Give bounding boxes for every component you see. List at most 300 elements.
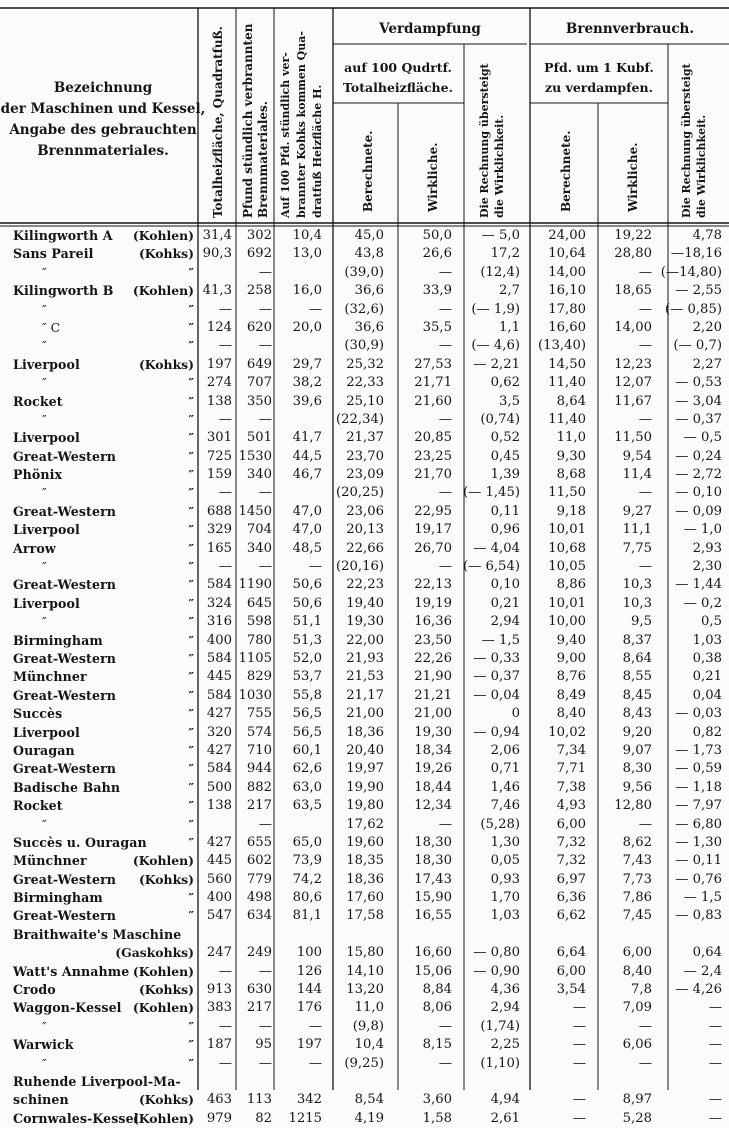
- table-row: [0, 1073, 729, 1091]
- evap-calc-cell: (22,34): [335, 411, 384, 427]
- engine-name: Braithwaite's Maschine: [13, 926, 182, 942]
- evap-exceeds-header-1: Die Rechnung übersteigt: [478, 63, 491, 218]
- burn-calc-cell: (13,40): [537, 338, 586, 354]
- engine-name: Great-Western: [13, 871, 117, 887]
- fuel-lb-cell: 217: [246, 798, 272, 814]
- engine-name: Great-Western: [13, 687, 117, 703]
- coke-per-cell: 46,7: [292, 467, 322, 483]
- engine-name: Birmingham: [13, 632, 103, 648]
- burn-calc-cell: —: [572, 1092, 586, 1108]
- heating-area-cell: 500: [206, 779, 232, 795]
- burn-actual-cell: 8,30: [622, 761, 652, 777]
- fuel-lb-cell: —: [258, 963, 272, 979]
- heating-area-cell: —: [218, 963, 232, 979]
- evap-actual-cell: 22,13: [414, 577, 452, 593]
- engine-name: Münchner: [13, 853, 87, 869]
- coke-per-cell: 62,6: [292, 761, 322, 777]
- table-row: [0, 227, 729, 245]
- coke-per-cell: 13,0: [292, 246, 322, 262]
- burn-calc-cell: —: [572, 1110, 586, 1126]
- evap-actual-cell: 21,21: [414, 687, 452, 703]
- heating-area-cell: 274: [206, 375, 232, 391]
- burn-exceeds-cell: — 0,5: [683, 430, 722, 446]
- fuel-lb-cell: 649: [246, 356, 272, 372]
- burn-exceeds-cell: — 0,76: [675, 871, 722, 887]
- evap-exceeds-cell: (1,10): [480, 1055, 520, 1071]
- evap-exceeds-cell: 1,1: [499, 319, 520, 335]
- burn-calc-cell: 16,10: [548, 283, 586, 299]
- fuel-type: ″: [188, 779, 194, 795]
- evap-calc-cell: (20,16): [335, 559, 384, 575]
- fuel-type: (Kohks): [138, 871, 194, 887]
- burn-exceeds-cell: — 1,73: [675, 742, 722, 758]
- evap-exceeds-cell: 0,11: [490, 503, 520, 519]
- heating-area-cell: 329: [206, 522, 232, 538]
- coke-per-header-3: dratfuß Heizfläche H.: [311, 84, 324, 218]
- heating-area-cell: —: [218, 411, 232, 427]
- burn-exceeds-cell: 0,5: [701, 614, 722, 630]
- evap-exceeds-cell: — 4,04: [473, 540, 520, 556]
- evap-exceeds-cell: 0,96: [490, 522, 520, 538]
- table-row: [0, 1055, 729, 1073]
- coke-per-cell: 20,0: [292, 319, 322, 335]
- burn-calc-cell: 8,86: [556, 577, 586, 593]
- name-header-line-4: Brennmateriales.: [37, 143, 169, 159]
- fuel-type: ″: [188, 650, 194, 666]
- coke-per-cell: 60,1: [292, 742, 322, 758]
- burn-exceeds-cell: — 1,5: [683, 890, 722, 906]
- name-header-line-3: Angabe des gebrauchten: [9, 122, 197, 138]
- fuel-lb-cell: 302: [246, 228, 272, 243]
- burn-exceeds-cell: — 6,80: [675, 816, 722, 832]
- burn-calc-header: Berechnete.: [559, 130, 573, 212]
- evap-exceeds-cell: 1,70: [490, 890, 520, 906]
- fuel-type: ″: [188, 522, 194, 538]
- coke-per-cell: 50,6: [292, 577, 322, 593]
- fuel-lb-cell: 258: [246, 283, 272, 299]
- table-row: [0, 429, 729, 447]
- heating-area-cell: 445: [206, 853, 232, 869]
- evap-exceeds-cell: 0,05: [490, 853, 520, 869]
- fuel-lb-header-2: Brennmateriales.: [256, 101, 270, 218]
- coke-per-cell: 55,8: [292, 687, 322, 703]
- evap-actual-cell: 17,43: [414, 871, 452, 887]
- burn-exceeds-cell: 2,30: [692, 559, 722, 575]
- fuel-type: ″: [188, 669, 194, 685]
- coke-per-cell: 176: [296, 1000, 322, 1016]
- fuel-lb-cell: 217: [246, 1000, 272, 1016]
- table-row: [0, 742, 729, 760]
- burn-calc-cell: 7,32: [556, 853, 586, 869]
- fuel-type: ″: [188, 467, 194, 483]
- heating-area-cell: 138: [206, 798, 232, 814]
- burn-calc-cell: —: [572, 1000, 586, 1016]
- engine-name: Succès: [13, 706, 63, 722]
- fuel-type: (Kohlen): [132, 1000, 194, 1016]
- burn-actual-cell: 7,43: [622, 853, 652, 869]
- heating-area-cell: 41,3: [202, 283, 232, 299]
- burn-exceeds-cell: — 1,18: [675, 779, 722, 795]
- coke-per-cell: 100: [296, 945, 322, 961]
- burn-calc-cell: 10,64: [548, 246, 586, 262]
- table-row: [0, 907, 729, 925]
- coke-per-cell: 56,5: [292, 724, 322, 740]
- fuel-lb-cell: 630: [246, 982, 272, 998]
- evap-calc-cell: 22,00: [346, 632, 384, 648]
- evap-exceeds-cell: (1,74): [480, 1018, 520, 1034]
- coke-per-cell: 144: [296, 982, 322, 998]
- evap-exceeds-cell: — 0,80: [473, 945, 520, 961]
- fuel-type: (Kohlen): [132, 228, 194, 243]
- evap-exceeds-cell: 0,45: [490, 448, 520, 464]
- burn-exceeds-cell: — 0,53: [675, 375, 722, 391]
- burn-actual-cell: 8,45: [622, 687, 652, 703]
- burn-calc-cell: 10,05: [548, 559, 586, 575]
- coke-per-cell: —: [308, 301, 322, 317]
- table-row: [0, 650, 729, 668]
- table-row: [0, 760, 729, 778]
- evap-calc-cell: 22,23: [346, 577, 384, 593]
- burn-calc-cell: 14,50: [548, 356, 586, 372]
- fuel-lb-cell: 779: [246, 871, 272, 887]
- burn-exceeds-cell: 4,78: [692, 228, 722, 243]
- fuel-lb-cell: 882: [246, 779, 272, 795]
- heating-area-cell: —: [218, 1055, 232, 1071]
- fuel-type: ″: [188, 761, 194, 777]
- evap-actual-cell: 26,70: [414, 540, 452, 556]
- fuel-type: ″: [188, 375, 194, 391]
- burn-actual-cell: 9,54: [622, 448, 652, 464]
- table-row: [0, 319, 729, 337]
- heating-area-cell: 584: [206, 687, 232, 703]
- coke-per-cell: 197: [296, 1037, 322, 1053]
- fuel-lb-cell: 655: [246, 834, 272, 850]
- evap-actual-cell: —: [438, 264, 452, 280]
- burn-actual-cell: 10,3: [622, 577, 652, 593]
- burn-actual-cell: 11,67: [614, 393, 652, 409]
- coke-per-cell: 16,0: [292, 283, 322, 299]
- evap-actual-header: Wirkliche.: [426, 142, 440, 212]
- evap-exceeds-cell: — 0,33: [473, 650, 520, 666]
- burn-calc-cell: 6,97: [556, 871, 586, 887]
- evap-actual-cell: —: [438, 559, 452, 575]
- evap-actual-cell: 19,30: [414, 724, 452, 740]
- evap-exceeds-cell: 4,36: [490, 982, 520, 998]
- evap-exceeds-cell: (— 4,6): [471, 338, 520, 354]
- table-row: [0, 779, 729, 797]
- burn-exceeds-cell: — 0,2: [683, 595, 722, 611]
- burn-exceeds-cell: (—14,80): [660, 264, 722, 280]
- heating-area-header: Totalheizfläche, Quadratfuß.: [211, 26, 225, 218]
- evap-exceeds-cell: 2,94: [490, 614, 520, 630]
- burn-calc-cell: 17,80: [548, 301, 586, 317]
- burn-exceeds-cell: 0,21: [692, 669, 722, 685]
- engine-name: Badische Bahn: [13, 779, 121, 795]
- fuel-lb-cell: 755: [246, 706, 272, 722]
- fuel-lb-cell: 944: [246, 761, 272, 777]
- burn-group-title: Brennverbrauch.: [565, 21, 695, 37]
- burn-exceeds-cell: — 0,59: [675, 761, 722, 777]
- evap-actual-cell: 22,26: [414, 650, 452, 666]
- evap-exceeds-cell: — 0,94: [473, 724, 520, 740]
- fuel-type: (Kohlen): [132, 1110, 194, 1126]
- evap-calc-cell: 25,10: [346, 393, 384, 409]
- heating-area-cell: 584: [206, 761, 232, 777]
- fuel-lb-cell: 704: [246, 522, 272, 538]
- fuel-type: ″: [188, 706, 194, 722]
- table-row: [0, 540, 729, 558]
- burn-exceeds-cell: —: [708, 1000, 722, 1016]
- evap-calc-cell: (39,0): [344, 264, 384, 280]
- burn-exceeds-cell: — 0,83: [675, 908, 722, 924]
- evap-actual-cell: 8,84: [422, 982, 452, 998]
- burn-actual-cell: 9,5: [631, 614, 652, 630]
- engine-name: Great-Western: [13, 577, 117, 593]
- evap-calc-cell: (20,25): [335, 485, 384, 501]
- fuel-type: (Gaskohks): [115, 945, 194, 961]
- burn-calc-cell: 7,38: [556, 779, 586, 795]
- fuel-lb-cell: —: [258, 411, 272, 427]
- fuel-lb-cell: 95: [255, 1037, 272, 1053]
- fuel-lb-cell: —: [258, 1055, 272, 1071]
- burn-actual-cell: 7,8: [631, 982, 652, 998]
- evap-exceeds-cell: 0,93: [490, 871, 520, 887]
- fuel-lb-cell: 574: [246, 724, 272, 740]
- coke-per-cell: 65,0: [292, 834, 322, 850]
- burn-calc-cell: 8,49: [556, 687, 586, 703]
- fuel-type: ″: [188, 1055, 194, 1071]
- evap-calc-cell: 18,36: [346, 724, 384, 740]
- burn-actual-cell: —: [638, 1055, 652, 1071]
- evap-exceeds-cell: — 1,5: [481, 632, 520, 648]
- evap-actual-cell: 21,90: [414, 669, 452, 685]
- fuel-type: ″: [188, 264, 194, 280]
- heating-area-cell: 725: [206, 448, 232, 464]
- burn-exceeds-cell: — 0,03: [675, 706, 722, 722]
- burn-actual-cell: —: [638, 1018, 652, 1034]
- fuel-lb-cell: —: [258, 559, 272, 575]
- evap-actual-cell: —: [438, 1055, 452, 1071]
- table-row: [0, 926, 729, 944]
- evap-calc-cell: 21,53: [346, 669, 384, 685]
- evap-exceeds-cell: 2,94: [490, 1000, 520, 1016]
- heating-area-cell: 560: [206, 871, 232, 887]
- engine-name: Succès u. Ouragan: [13, 834, 147, 850]
- engine-ditto: ″: [42, 411, 47, 427]
- fuel-lb-cell: 498: [246, 890, 272, 906]
- evap-actual-cell: 18,34: [414, 742, 452, 758]
- heating-area-cell: 400: [206, 890, 232, 906]
- burn-exceeds-cell: 0,64: [692, 945, 722, 961]
- table-row: [0, 337, 729, 355]
- heating-area-cell: —: [218, 485, 232, 501]
- burn-actual-cell: 9,07: [622, 742, 652, 758]
- evap-exceeds-cell: (— 1,45): [462, 485, 520, 501]
- burn-calc-cell: 14,00: [548, 264, 586, 280]
- heating-area-cell: 159: [206, 467, 232, 483]
- burn-calc-cell: 3,54: [556, 982, 586, 998]
- fuel-lb-cell: 82: [255, 1110, 272, 1126]
- coke-per-cell: 41,7: [292, 430, 322, 446]
- evap-actual-cell: 35,5: [422, 319, 452, 335]
- evap-exceeds-header-2: die Wirklichkeit.: [493, 114, 506, 218]
- engine-ditto: ″: [42, 485, 47, 501]
- coke-per-cell: 50,6: [292, 595, 322, 611]
- evap-calc-cell: 22,66: [346, 540, 384, 556]
- heating-area-cell: 913: [206, 982, 232, 998]
- fuel-lb-header-1: Pfund stündlich verbrannten: [241, 23, 255, 218]
- evap-exceeds-cell: — 5,0: [481, 228, 520, 243]
- burn-actual-cell: 7,09: [622, 1000, 652, 1016]
- evap-actual-cell: 15,06: [414, 963, 452, 979]
- fuel-type: ″: [188, 411, 194, 427]
- coke-per-cell: 47,0: [292, 503, 322, 519]
- engine-ditto: ″: [42, 338, 47, 354]
- evap-calc-cell: 18,36: [346, 871, 384, 887]
- evap-actual-cell: 50,0: [422, 228, 452, 243]
- fuel-type: ″: [188, 742, 194, 758]
- burn-exceeds-cell: 2,20: [692, 319, 722, 335]
- evap-actual-cell: 8,15: [422, 1037, 452, 1053]
- burn-exceeds-cell: 1,03: [692, 632, 722, 648]
- fuel-type: (Kohks): [138, 246, 194, 262]
- burn-actual-cell: 12,23: [614, 356, 652, 372]
- evap-calc-cell: 17,62: [346, 816, 384, 832]
- evap-calc-cell: 14,10: [346, 963, 384, 979]
- burn-actual-cell: 6,00: [622, 945, 652, 961]
- evap-exceeds-cell: 0,10: [490, 577, 520, 593]
- fuel-lb-cell: 249: [246, 945, 272, 961]
- burn-calc-cell: 10,01: [548, 522, 586, 538]
- burn-sub-line-2: zu verdampfen.: [545, 80, 653, 95]
- heating-area-cell: 427: [206, 706, 232, 722]
- burn-actual-cell: 19,22: [614, 228, 652, 243]
- evap-exceeds-cell: 4,94: [490, 1092, 520, 1108]
- fuel-lb-cell: —: [258, 816, 272, 832]
- fuel-type: ″: [188, 632, 194, 648]
- fuel-type: ″: [188, 540, 194, 556]
- burn-actual-cell: 8,37: [622, 632, 652, 648]
- fuel-type: ″: [188, 1018, 194, 1034]
- evap-exceeds-cell: 1,30: [490, 834, 520, 850]
- heating-area-cell: 979: [206, 1110, 232, 1126]
- evap-calc-cell: 23,09: [346, 467, 384, 483]
- coke-per-cell: 51,3: [292, 632, 322, 648]
- evap-calc-cell: 21,93: [346, 650, 384, 666]
- fuel-type: ″: [188, 430, 194, 446]
- evap-calc-cell: 36,6: [354, 283, 384, 299]
- burn-calc-cell: 6,62: [556, 908, 586, 924]
- heating-area-cell: 688: [206, 503, 232, 519]
- burn-calc-cell: 7,71: [556, 761, 586, 777]
- engine-name: Münchner: [13, 669, 87, 685]
- table-row: [0, 576, 729, 594]
- fuel-type: ″: [188, 798, 194, 814]
- burn-exceeds-cell: — 7,97: [675, 798, 722, 814]
- burn-calc-cell: 8,64: [556, 393, 586, 409]
- burn-exceeds-cell: 2,27: [692, 356, 722, 372]
- evap-actual-cell: 23,25: [414, 448, 452, 464]
- evap-calc-cell: 18,35: [346, 853, 384, 869]
- evap-actual-cell: 8,06: [422, 1000, 452, 1016]
- evap-exceeds-cell: — 0,04: [473, 687, 520, 703]
- evap-calc-cell: (30,9): [344, 338, 384, 354]
- heating-area-cell: 584: [206, 577, 232, 593]
- burn-actual-cell: —: [638, 411, 652, 427]
- evap-actual-cell: 18,44: [414, 779, 452, 795]
- fuel-type: ″: [188, 319, 194, 335]
- burn-actual-cell: 8,62: [622, 834, 652, 850]
- coke-per-cell: —: [308, 1018, 322, 1034]
- fuel-lb-cell: 692: [246, 246, 272, 262]
- coke-per-cell: 48,5: [292, 540, 322, 556]
- evap-exceeds-cell: (— 6,54): [462, 559, 520, 575]
- burn-exceeds-cell: (— 0,7): [673, 338, 722, 354]
- engine-name: Kilingworth A: [13, 228, 113, 243]
- fuel-type: ″: [188, 595, 194, 611]
- burn-actual-cell: 11,50: [614, 430, 652, 446]
- coke-per-cell: 44,5: [292, 448, 322, 464]
- burn-actual-cell: 8,43: [622, 706, 652, 722]
- coke-per-cell: 38,2: [292, 375, 322, 391]
- fuel-type: ″: [188, 908, 194, 924]
- burn-actual-cell: 12,80: [614, 798, 652, 814]
- table-row: [0, 1110, 729, 1128]
- fuel-lb-cell: 340: [246, 540, 272, 556]
- table-body: [0, 227, 729, 1128]
- burn-exceeds-cell: 2,93: [692, 540, 722, 556]
- evap-actual-cell: 16,36: [414, 614, 452, 630]
- heating-area-cell: 320: [206, 724, 232, 740]
- engine-ditto: ″: [42, 559, 47, 575]
- coke-per-cell: 80,6: [292, 890, 322, 906]
- burn-actual-cell: 8,64: [622, 650, 652, 666]
- burn-actual-cell: 11,1: [622, 522, 652, 538]
- evap-calc-cell: (9,8): [352, 1018, 384, 1034]
- burn-actual-cell: —: [638, 559, 652, 575]
- evap-calc-cell: 21,37: [346, 430, 384, 446]
- table-row: [0, 889, 729, 907]
- fuel-lb-cell: 602: [246, 853, 272, 869]
- table-row: [0, 282, 729, 300]
- burn-actual-cell: 9,27: [622, 503, 652, 519]
- burn-calc-cell: —: [572, 1055, 586, 1071]
- evap-exceeds-cell: 0,71: [490, 761, 520, 777]
- burn-actual-cell: 9,56: [622, 779, 652, 795]
- evap-calc-cell: 19,80: [346, 798, 384, 814]
- table-row: [0, 393, 729, 411]
- table-row: [0, 963, 729, 981]
- table-row: [0, 356, 729, 374]
- engine-name: Great-Western: [13, 503, 117, 519]
- fuel-type: (Kohlen): [132, 963, 194, 979]
- heating-area-cell: 324: [206, 595, 232, 611]
- evap-exceeds-cell: 0: [511, 706, 520, 722]
- fuel-lb-cell: 1190: [238, 577, 272, 593]
- evap-actual-cell: —: [438, 411, 452, 427]
- burn-exceeds-cell: — 0,11: [675, 853, 722, 869]
- evap-exceeds-cell: 0,62: [490, 375, 520, 391]
- fuel-lb-cell: 1450: [238, 503, 272, 519]
- burn-actual-cell: —: [638, 816, 652, 832]
- evap-exceeds-cell: (0,74): [480, 411, 520, 427]
- burn-calc-cell: 9,00: [556, 650, 586, 666]
- heating-area-cell: 31,4: [202, 228, 232, 243]
- coke-per-cell: 39,6: [292, 393, 322, 409]
- evap-actual-cell: 19,26: [414, 761, 452, 777]
- evap-exceeds-cell: 17,2: [490, 246, 520, 262]
- burn-exceeds-header-1: Die Rechnung übersteigt: [680, 63, 693, 218]
